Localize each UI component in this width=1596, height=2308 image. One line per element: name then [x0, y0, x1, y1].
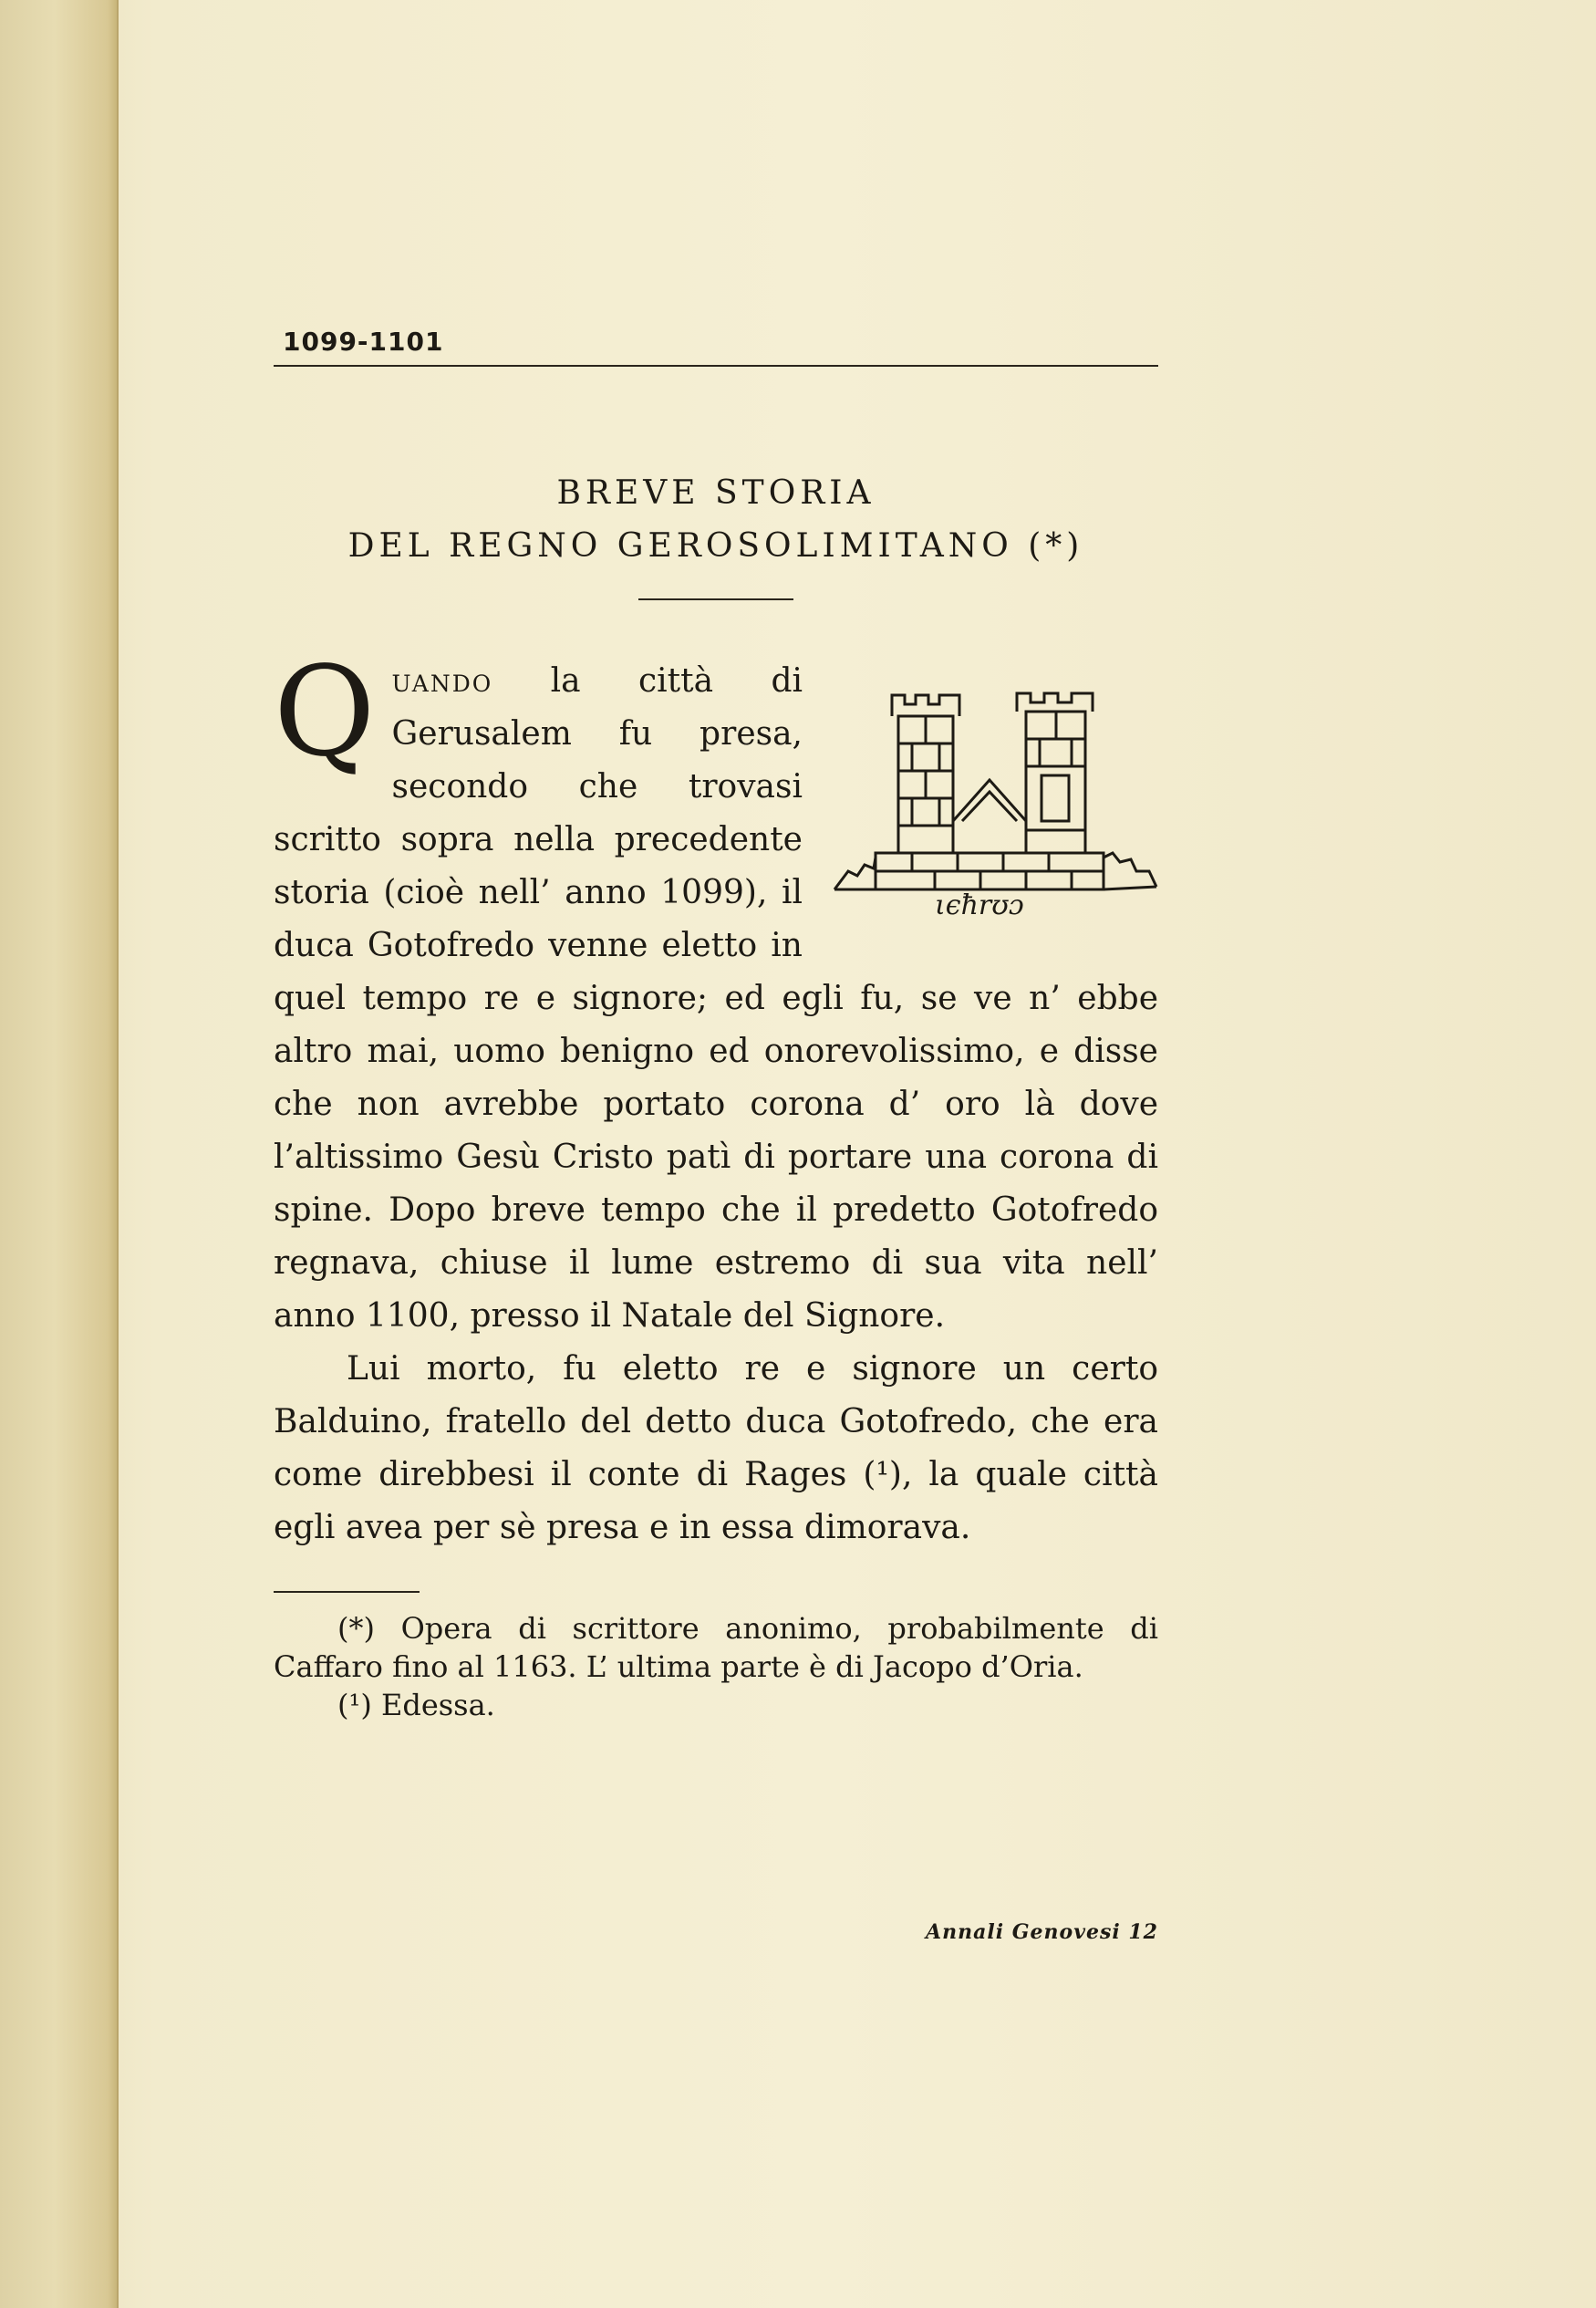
drop-cap: Q: [274, 640, 376, 785]
paragraph-2: Lui morto, fu eletto re e signore un certo Balduino, fratello del detto duca Gotofredo, che era come direbbesi il conte di Rages (¹), la quale città egli avea per sè presa e in essa dimorava.: [274, 1350, 1158, 1546]
paper-edge-strip: [0, 0, 119, 2308]
signature-mark: Annali Genovesi 12: [926, 1920, 1158, 1944]
paragraph-1-text: la città di Gerusalem fu presa, secondo che trovasi scritto sopra nella precedente storia (cioè nell’ anno 1099), il duca Gotofredo venne eletto in quel tempo re e signore; ed egli fu, se ve n’ ebbe altro mai, uomo benigno ed onorevolissimo, e disse che non avrebbe portato corona d’ oro là dove l’altissimo Gesù Cristo patì di portare una corona di spine. Dopo breve tempo che il predetto Gotofredo regnava, chiuse il lume estremo di sua vita nell’ anno 1100, presso il Natale del Signore.: [274, 662, 1158, 1335]
running-head-years: 1099-1101: [283, 327, 444, 357]
footnote-1: (*) Opera di scrittore anonimo, probabilmente di Caffaro fino al 1163. L’ ultima parte è di Jacopo d’Oria.: [274, 1611, 1158, 1684]
illustration-caption: ιϵħrʊɔ: [935, 889, 1024, 921]
signature-layer: [274, 0, 1158, 2308]
footnote-2: (¹) Edessa.: [337, 1688, 495, 1722]
title-line-1: BREVE STORIA: [556, 474, 876, 512]
lead-small-caps: uando: [391, 662, 493, 700]
title-line-2: DEL REGNO GEROSOLIMITANO (*): [347, 527, 1084, 565]
